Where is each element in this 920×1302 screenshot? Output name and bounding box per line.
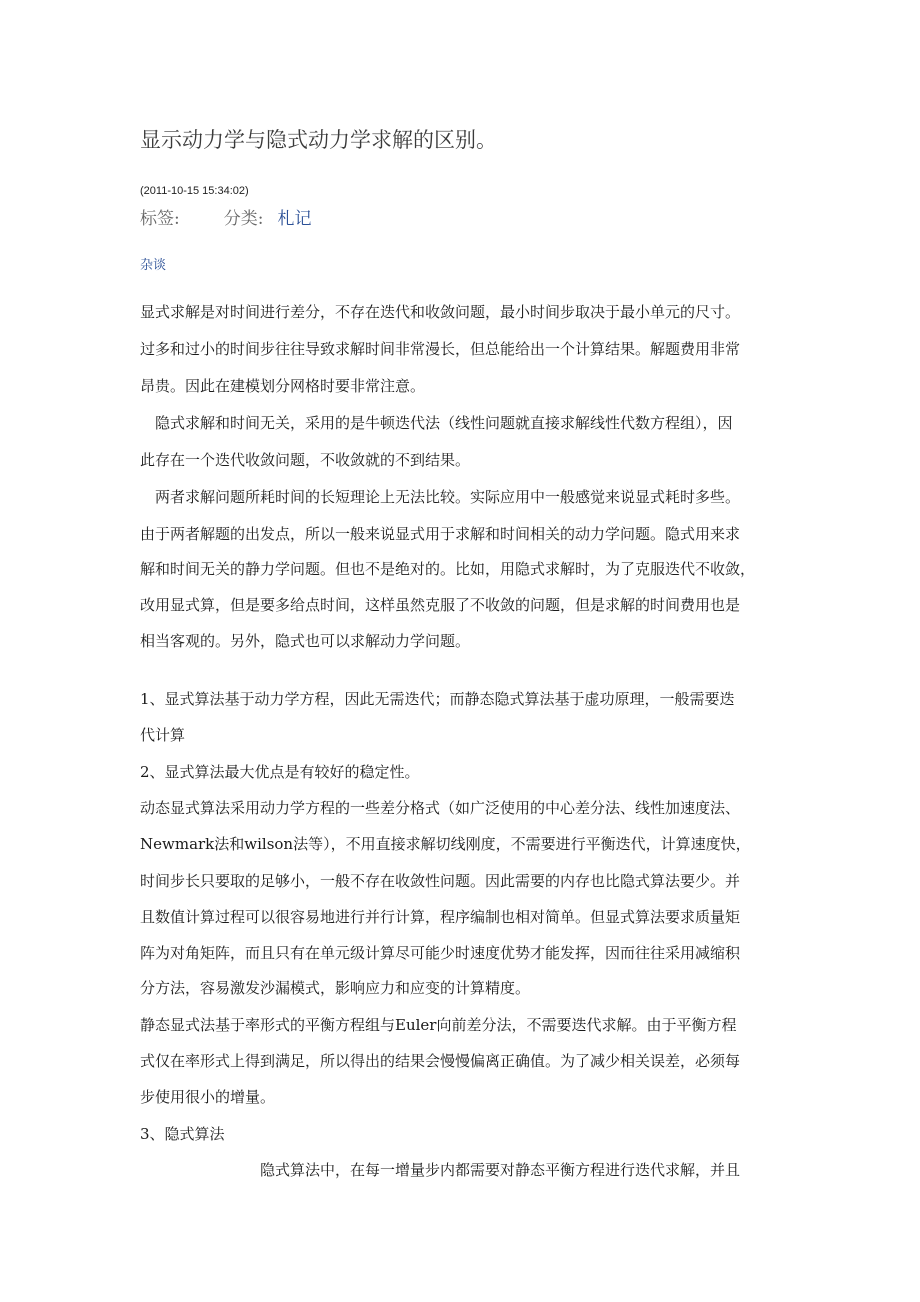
- body-line: 分方法，容易激发沙漏模式，影响应力和应变的计算精度。: [140, 979, 531, 997]
- body-line: 2、显式算法最大优点是有较好的稳定性。: [140, 763, 420, 781]
- body-line: 3、隐式算法: [140, 1125, 225, 1143]
- body-line: Newmark法和wilson法等），不用直接求解切线刚度，不需要进行平衡迭代，计算速度快，: [140, 835, 751, 853]
- body-line: 步使用很小的增量。: [140, 1088, 276, 1106]
- post-meta: [140, 204, 311, 229]
- body-line: 1、显式算法基于动力学方程，因此无需迭代；而静态隐式算法基于虚功原理，一般需要迭: [140, 690, 735, 708]
- body-line: 式仅在率形式上得到满足，所以得出的结果会慢慢偏离正确值。为了减少相关误差，必须每: [140, 1052, 741, 1070]
- body-line: 改用显式算，但是要多给点时间，这样虽然克服了不收敛的问题，但是求解的时间费用也是: [140, 596, 741, 614]
- body-line: 两者求解问题所耗时间的长短理论上无法比较。实际应用中一般感觉来说显式耗时多些。: [140, 488, 741, 506]
- article-title: 显示动力学与隐式动力学求解的区别。: [140, 128, 497, 152]
- body-line: 隐式算法中，在每一增量步内都需要对静态平衡方程进行迭代求解，并且: [140, 1161, 741, 1179]
- category-link[interactable]: 札记: [277, 209, 312, 229]
- category-label: 分类:: [223, 209, 264, 229]
- body-line: 代计算: [140, 726, 186, 744]
- body-line: 由于两者解题的出发点，所以一般来说显式用于求解和时间相关的动力学问题。隐式用来求: [140, 525, 741, 543]
- tag-link[interactable]: 杂谈: [140, 258, 167, 273]
- body-line: 解和时间无关的静力学问题。但也不是绝对的。比如，用隐式求解时，为了克服迭代不收敛，: [140, 560, 756, 578]
- body-line: 时间步长只要取的足够小，一般不存在收敛性问题。因此需要的内存也比隐式算法要少。并: [140, 872, 741, 890]
- body-line: 过多和过小的时间步往往导致求解时间非常漫长，但总能给出一个计算结果。解题费用非常: [140, 340, 741, 358]
- body-line: 昂贵。因此在建模划分网格时要非常注意。: [140, 377, 426, 395]
- body-line: 隐式求解和时间无关，采用的是牛顿迭代法（线性问题就直接求解线性代数方程组），因: [140, 414, 733, 432]
- tags-label: 标签:: [140, 209, 180, 229]
- body-line: 阵为对角矩阵，而且只有在单元级计算尽可能少时速度优势才能发挥，因而往往采用减缩积: [140, 944, 741, 962]
- body-line: 此存在一个迭代收敛问题，不收敛就的不到结果。: [140, 451, 471, 469]
- body-line: 静态显式法基于率形式的平衡方程组与Euler向前差分法，不需要迭代求解。由于平衡方程: [140, 1016, 737, 1034]
- body-line: 相当客观的。另外，隐式也可以求解动力学问题。: [140, 632, 471, 650]
- post-timestamp: (2011-10-15 15:34:02): [140, 185, 249, 197]
- body-line: 显式求解是对时间进行差分，不存在迭代和收敛问题，最小时间步取决于最小单元的尺寸。: [140, 303, 741, 321]
- body-line: 动态显式算法采用动力学方程的一些差分格式（如广泛使用的中心差分法、线性加速度法、: [140, 799, 741, 817]
- body-line: 且数值计算过程可以很容易地进行并行计算，程序编制也相对简单。但显式算法要求质量矩: [140, 908, 741, 926]
